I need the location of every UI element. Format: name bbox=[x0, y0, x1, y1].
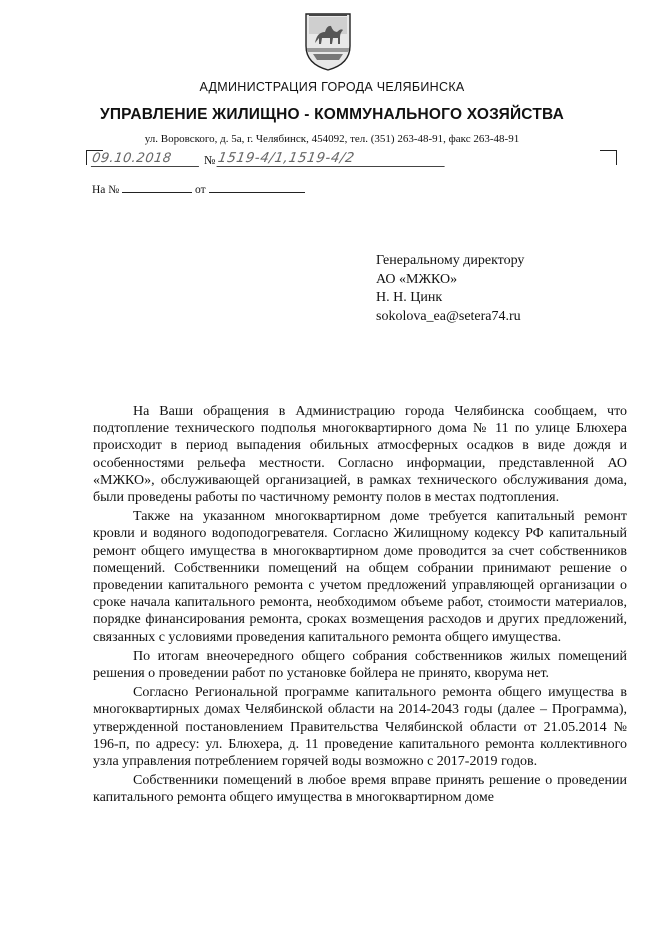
chelyabinsk-coat-of-arms-icon bbox=[303, 10, 353, 72]
body-paragraph: Также на указанном многоквартирном доме требуется капитальный ремонт кровли и водяного водоподогревателя. Согласно Жилищному кодексу РФ капитальный ремонт общего имущества в многоквартирном доме проводится за счет собственников помещений. Собственники помещений на общем собрании принимают решение о проведении капитального ремонта с учетом предложений управляющей организации о сроке начала капитального ремонта, необходимом объеме работ, стоимости материалов, порядке финансирования ремонта, сроках возмещения расходов и других предложений, связанных с условиями проведения капитального ремонта общего имущества. bbox=[93, 509, 627, 645]
administration-name: АДМИНИСТРАЦИЯ ГОРОДА ЧЕЛЯБИНСКА bbox=[199, 80, 465, 94]
body-paragraph: Согласно Региональной программе капитального ремонта общего имущества в многоквартирных домах Челябинской области на 2014-2043 годы (далее – Программа), утвержденной постановлением Правительства Челябинской области от 21.05.2014 № 196-п, по адресу: ул. Блюхера, д. 11 проведение капитального ремонта коллективного узла управления потреблением горячей воды возможно с 2017-2019 годов. bbox=[93, 685, 627, 770]
reply-reference-line bbox=[92, 181, 305, 196]
letter-body bbox=[93, 403, 627, 809]
reply-number-blank bbox=[122, 181, 192, 193]
department-address: ул. Воровского, д. 5а, г. Челябинск, 454092, тел. (351) 263-48-91, факс 263-48-91 bbox=[144, 133, 520, 145]
address-field-corner-right bbox=[600, 150, 617, 165]
outgoing-number: 1519-4/1,1519-4/2 bbox=[217, 150, 448, 167]
recipient-email: sokolova_ea@setera74.ru bbox=[376, 308, 521, 324]
reply-number-label: На № bbox=[92, 184, 120, 196]
body-paragraph: Собственники помещений в любое время вправе принять решение о проведении капитального ремонта общего имущества в многоквартирном доме bbox=[93, 773, 627, 806]
recipient-organization: АО «МЖКО» bbox=[376, 271, 458, 287]
recipient-position: Генеральному директору bbox=[376, 253, 525, 268]
outgoing-date: 09.10.2018 bbox=[91, 151, 201, 167]
body-paragraph: На Ваши обращения в Администрацию города Челябинска сообщаем, что подтопление технического подполья многоквартирного дома № 11 по улице Блюхера происходит в период выпадения обильных атмосферных осадков в виде дождя и особенностями рельефа местности. Согласно информации, представленной АО «МЖКО», обслуживающей организацией, в рамках технического обслуживания дома, были проведены работы по частичному ремонту полов в местах подтопления. bbox=[93, 404, 627, 506]
reply-date-blank bbox=[209, 181, 305, 193]
recipient-block bbox=[376, 252, 524, 326]
reply-date-label: от bbox=[195, 184, 206, 196]
recipient-name: Н. Н. Цинк bbox=[376, 290, 443, 305]
department-title: УПРАВЛЕНИЕ ЖИЛИЩНО - КОММУНАЛЬНОГО ХОЗЯЙСТВА bbox=[100, 106, 564, 123]
registration-line bbox=[91, 150, 392, 175]
body-paragraph: По итогам внеочередного общего собрания собственников жилых помещений решения о проведении работ по установке бойлера не принято, кворума нет. bbox=[93, 648, 627, 682]
outgoing-number-label: № bbox=[204, 153, 216, 167]
